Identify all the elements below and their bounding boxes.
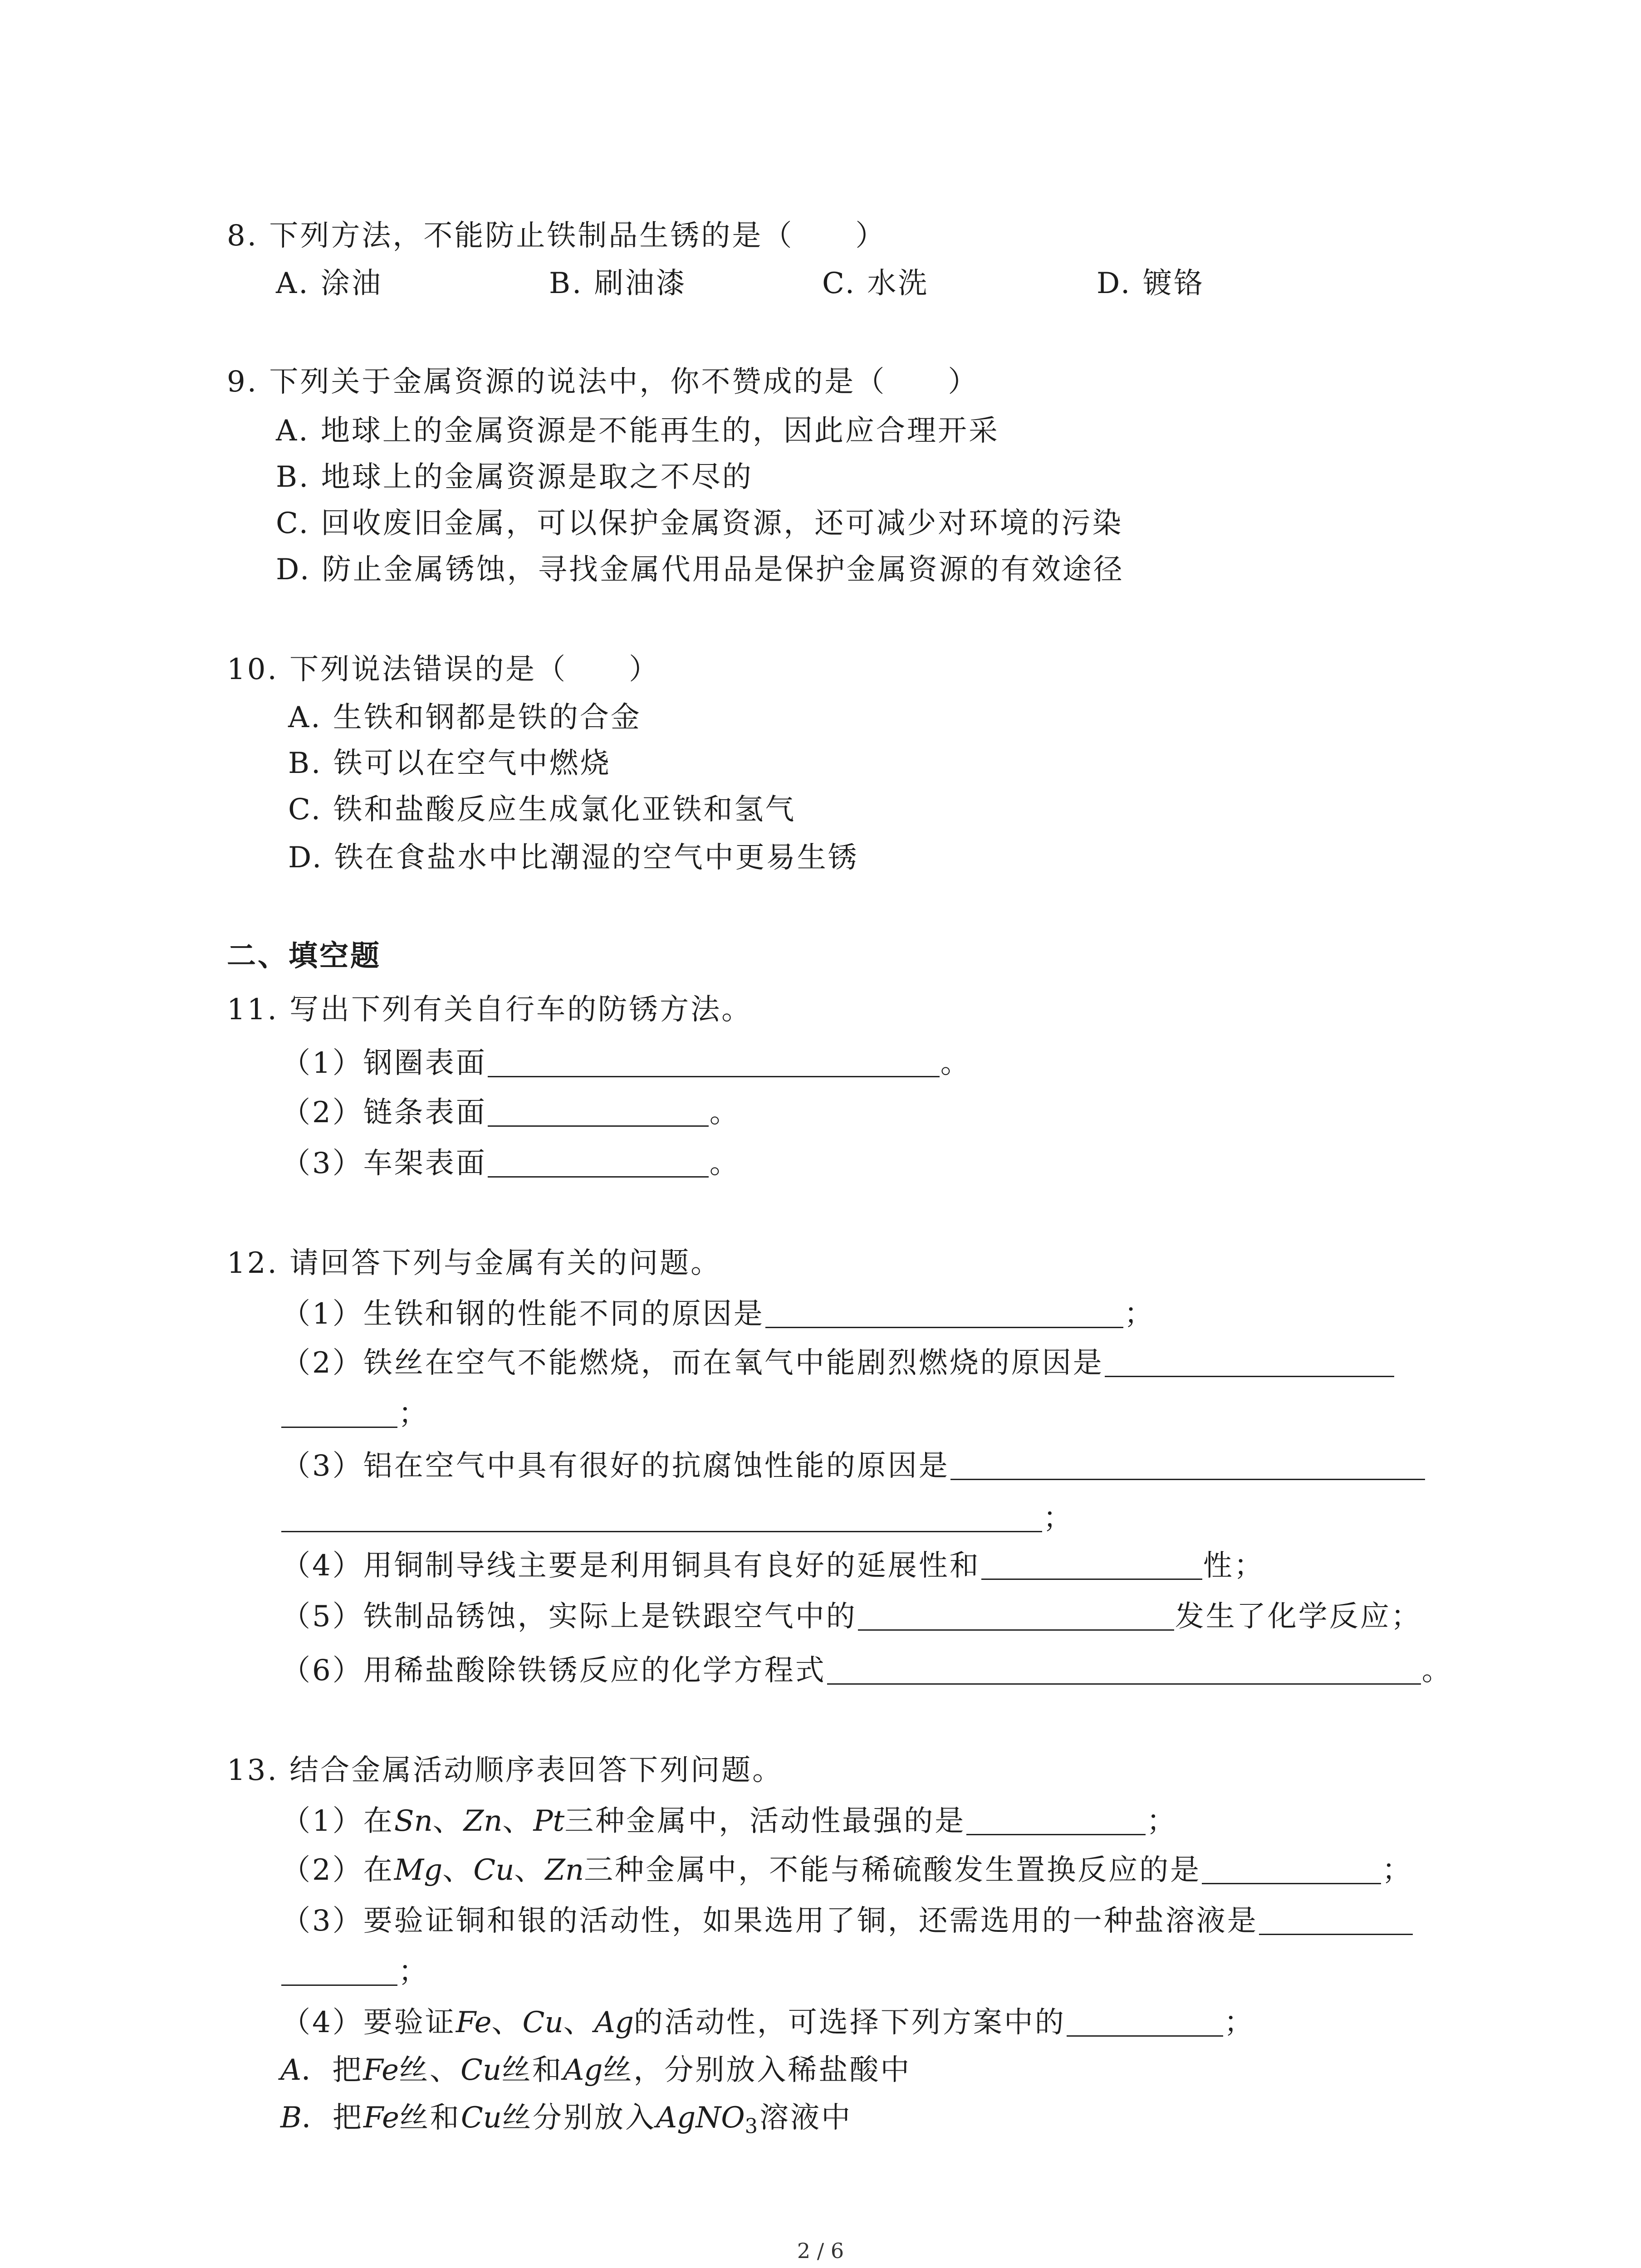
q12-stem: 12. 请回答下列与金属有关的问题。 xyxy=(227,1246,722,1280)
element-symbol: Sn xyxy=(394,1804,433,1838)
q13-item-4-text: （4）要验证 xyxy=(281,2006,456,2039)
option-text: 丝，分别放入稀盐酸中 xyxy=(603,2053,911,2087)
q12-item-3-text: （3）铝在空气中具有很好的抗腐蚀性能的原因是 xyxy=(281,1449,950,1483)
q12-item-5-end: 发生了化学反应； xyxy=(1175,1600,1422,1633)
q13-item-2 xyxy=(281,1852,1413,1888)
q11-item-3-text: （3）车架表面 xyxy=(281,1147,487,1180)
option-letter: B xyxy=(280,2101,302,2135)
section-heading: 二、填空题 xyxy=(227,939,381,973)
q13-item-3-continuation xyxy=(280,1954,429,1990)
q12-item-2-continuation xyxy=(280,1396,429,1432)
answer-blank xyxy=(858,1604,1174,1631)
q13-item-1 xyxy=(281,1803,1177,1839)
q12-item-2-end: ； xyxy=(398,1397,429,1431)
q9-stem: 9. 下列关于金属资源的说法中，你不赞成的是（ ） xyxy=(227,365,979,399)
answer-blank xyxy=(765,1301,1123,1328)
separator: 、 xyxy=(442,1853,474,1887)
q13-item-4 xyxy=(281,2004,1255,2041)
answer-blank xyxy=(488,1151,709,1178)
q12-item-4-text: （4）用铜制导线主要是利用铜具有良好的延展性和 xyxy=(281,1549,980,1583)
q13-item-4-text-rest: 的活动性，可选择下列方案中的 xyxy=(633,2006,1066,2039)
answer-blank xyxy=(281,1505,1042,1532)
element-symbol: Fe xyxy=(456,2006,492,2039)
formula-subscript: 3 xyxy=(745,2114,760,2138)
answer-blank xyxy=(488,1100,709,1127)
element-symbol: Zn xyxy=(463,1804,503,1838)
q12-item-5-text: （5）铁制品锈蚀，实际上是铁跟空气中的 xyxy=(281,1600,857,1633)
q12-item-3-continuation xyxy=(280,1500,1074,1536)
q11-item-1-end: 。 xyxy=(940,1046,971,1080)
answer-blank xyxy=(281,1401,397,1428)
option-text: 溶液中 xyxy=(759,2101,852,2135)
q11-stem: 11. 写出下列有关自行车的防锈方法。 xyxy=(227,993,753,1026)
q9-option-c: C. 回收废旧金属，可以保护金属资源，还可减少对环境的污染 xyxy=(276,507,1123,540)
answer-blank xyxy=(488,1051,940,1077)
q8-stem: 8. 下列方法，不能防止铁制品生锈的是（ ） xyxy=(227,219,887,253)
element-symbol: Cu xyxy=(473,1853,514,1887)
element-symbol: Zn xyxy=(545,1853,584,1887)
q12-item-6 xyxy=(281,1652,1453,1689)
answer-blank xyxy=(1067,2010,1223,2037)
separator: 、 xyxy=(563,2006,594,2039)
answer-blank xyxy=(950,1453,1425,1480)
q13-item-2-text-rest: 三种金属中，不能与稀硫酸发生置换反应的是 xyxy=(584,1853,1201,1887)
element-symbol: Ag xyxy=(594,2006,634,2039)
q10-option-d: D. 铁在食盐水中比潮湿的空气中更易生锈 xyxy=(288,841,859,875)
separator: 、 xyxy=(502,1804,534,1838)
q12-item-3-end: ； xyxy=(1043,1501,1074,1535)
option-text: 丝分别放入 xyxy=(502,2101,656,2135)
answer-blank xyxy=(281,1959,397,1986)
q11-item-2-text: （2）链条表面 xyxy=(281,1096,487,1129)
element-symbol: Cu xyxy=(522,2006,563,2039)
q12-item-1 xyxy=(281,1296,1155,1332)
q12-item-1-end: ； xyxy=(1124,1297,1155,1331)
separator: 、 xyxy=(432,1804,464,1838)
answer-blank xyxy=(827,1658,1421,1685)
element-symbol: Fe xyxy=(363,2101,399,2135)
q12-item-6-end: 。 xyxy=(1421,1654,1453,1687)
q13-item-1-text: （1）在 xyxy=(281,1804,394,1838)
q8-option-a: A. 涂油 xyxy=(276,267,382,300)
option-text: 丝和 xyxy=(399,2101,461,2135)
q13-item-3 xyxy=(281,1903,1414,1939)
q11-item-2-end: 。 xyxy=(709,1096,740,1129)
element-symbol: Fe xyxy=(363,2053,399,2087)
element-symbol: Pt xyxy=(533,1804,565,1838)
option-text: 丝、 xyxy=(399,2053,460,2087)
option-text: ．把 xyxy=(301,2053,363,2087)
element-symbol: Ag xyxy=(563,2053,603,2087)
answer-blank xyxy=(1105,1350,1394,1377)
option-text: 丝和 xyxy=(501,2053,563,2087)
q13-item-2-text: （2）在 xyxy=(281,1853,394,1887)
q13-item-3-text: （3）要验证铜和银的活动性，如果选用了铜，还需选用的一种盐溶液是 xyxy=(281,1904,1258,1938)
separator: 、 xyxy=(514,1853,545,1887)
q13-item-2-end: ； xyxy=(1382,1853,1413,1887)
answer-blank xyxy=(1202,1857,1381,1884)
q8-option-b: B. 刷油漆 xyxy=(549,267,687,300)
q13-item-3-end: ； xyxy=(398,1955,429,1989)
q9-option-b: B. 地球上的金属资源是取之不尽的 xyxy=(276,460,753,494)
answer-blank xyxy=(981,1553,1202,1580)
q9-option-d: D. 防止金属锈蚀，寻找金属代用品是保护金属资源的有效途径 xyxy=(276,553,1124,587)
q10-option-c: C. 铁和盐酸反应生成氯化亚铁和氢气 xyxy=(288,793,796,826)
separator: 、 xyxy=(491,2006,523,2039)
q12-item-6-text: （6）用稀盐酸除铁锈反应的化学方程式 xyxy=(281,1654,826,1687)
q13-option-b xyxy=(280,2100,852,2145)
q13-stem: 13. 结合金属活动顺序表回答下列问题。 xyxy=(227,1754,784,1787)
answer-blank xyxy=(1259,1908,1413,1935)
q13-item-4-end: ； xyxy=(1224,2006,1255,2039)
q12-item-2-text: （2）铁丝在空气不能燃烧，而在氧气中能剧烈燃烧的原因是 xyxy=(281,1346,1104,1380)
q12-item-3 xyxy=(281,1448,1426,1484)
q8-option-d: D. 镀铬 xyxy=(1097,267,1205,300)
element-symbol: Cu xyxy=(460,2101,502,2135)
page-number: 2 / 6 xyxy=(797,2239,844,2263)
q12-item-4 xyxy=(281,1548,1265,1584)
q11-item-1 xyxy=(281,1045,971,1081)
q12-item-1-text: （1）生铁和钢的性能不同的原因是 xyxy=(281,1297,764,1331)
answer-blank xyxy=(966,1809,1146,1835)
element-symbol: Cu xyxy=(460,2053,502,2087)
q13-item-1-end: ； xyxy=(1146,1804,1178,1838)
q11-item-3-end: 。 xyxy=(709,1147,740,1180)
q13-option-a xyxy=(280,2052,911,2088)
q12-item-5 xyxy=(281,1598,1422,1635)
q11-item-2 xyxy=(281,1095,740,1131)
q13-item-1-text-rest: 三种金属中，活动性最强的是 xyxy=(564,1804,966,1838)
option-letter: A xyxy=(280,2053,302,2087)
q8-option-c: C. 水洗 xyxy=(822,267,929,300)
option-text: ．把 xyxy=(302,2101,364,2135)
q10-option-b: B. 铁可以在空气中燃烧 xyxy=(288,747,611,780)
q11-item-3 xyxy=(281,1145,740,1182)
chemical-formula: AgNO xyxy=(656,2101,745,2135)
element-symbol: Mg xyxy=(394,1853,443,1887)
q10-stem: 10. 下列说法错误的是（ ） xyxy=(227,653,660,686)
q12-item-2 xyxy=(281,1345,1395,1381)
q12-item-4-end: 性； xyxy=(1203,1549,1265,1583)
q10-option-a: A. 生铁和钢都是铁的合金 xyxy=(288,701,642,734)
q11-item-1-text: （1）钢圈表面 xyxy=(281,1046,487,1080)
q9-option-a: A. 地球上的金属资源是不能再生的，因此应合理开采 xyxy=(276,414,999,448)
